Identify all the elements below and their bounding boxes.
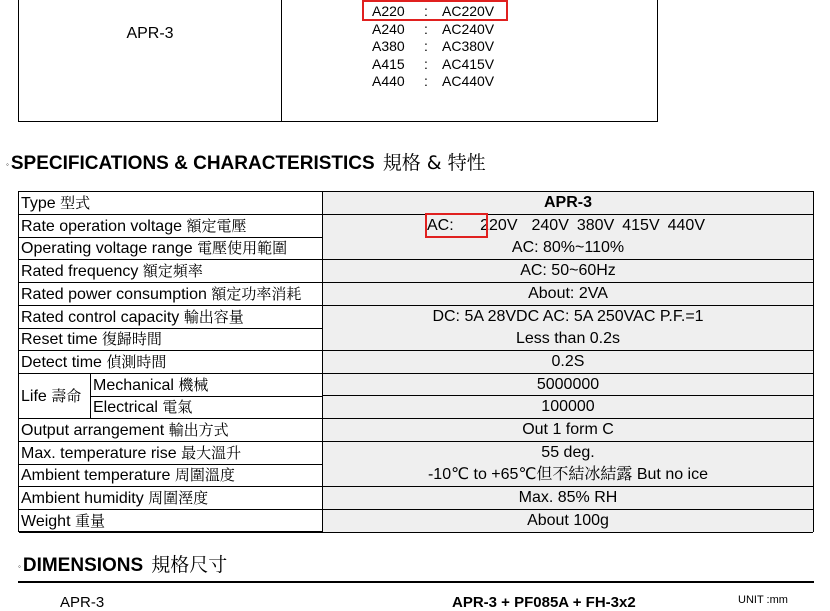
row-label: Rated power consumption 額定功率消耗	[19, 283, 323, 305]
spec-heading-en: SPECIFICATIONS & CHARACTERISTICS	[10, 153, 375, 174]
spec-heading	[6, 148, 486, 175]
row-label: Ambient temperature 周圍溫度	[19, 464, 323, 486]
row-label: Max. temperature rise 最大溫升	[19, 442, 323, 464]
dim-label-left: APR-3	[60, 594, 105, 611]
row-value: 0.2S	[323, 351, 813, 373]
table-row-spec	[19, 487, 813, 510]
voltage-value: AC240V	[442, 20, 495, 37]
voltage-value: AC380V	[442, 38, 495, 55]
table-row-spec	[19, 510, 813, 533]
row-value: 55 deg.	[323, 442, 813, 464]
separator: :	[424, 38, 428, 55]
bullet-icon: ◦	[6, 160, 9, 170]
model-code: A440	[372, 73, 405, 90]
row-value: AC: 80%~110%	[323, 237, 813, 259]
life-mechanical-value: 5000000	[323, 374, 813, 397]
life-electrical-label: Electrical 電氣	[91, 396, 323, 419]
dimensions-heading	[18, 550, 227, 577]
dimensions-divider	[18, 581, 814, 583]
life-mechanical-label: Mechanical 機械	[91, 374, 323, 397]
spec-table	[18, 191, 814, 532]
model-cell	[19, 0, 282, 121]
dimensions-heading-en: DIMENSIONS	[22, 555, 144, 576]
highlight-box-a220	[362, 0, 508, 21]
voltage-option: 440V	[667, 216, 705, 234]
voltage-value: AC440V	[442, 73, 495, 90]
highlight-box-220v	[425, 213, 488, 238]
row-label: Rate operation voltage 額定電壓	[19, 215, 323, 237]
model-code: A240	[372, 20, 405, 37]
row-value: -10℃ to +65℃但不結冰結露 But no ice	[323, 464, 813, 486]
model-code-table	[18, 0, 658, 122]
row-value: DC: 5A 28VDC AC: 5A 250VAC P.F.=1	[323, 306, 813, 328]
table-row-spec	[19, 260, 813, 283]
table-row-spec	[19, 283, 813, 306]
table-row-spec	[19, 237, 813, 260]
voltage-option: 220V	[480, 216, 518, 234]
voltage-option: 240V	[531, 216, 569, 234]
life-label: Life 壽命	[19, 374, 91, 419]
separator: :	[424, 73, 428, 90]
row-value: AC: 50~60Hz	[323, 260, 813, 282]
row-label: Type 型式	[19, 192, 323, 214]
separator: :	[424, 3, 428, 19]
model-name: APR-3	[126, 25, 174, 42]
table-row-spec	[19, 351, 813, 374]
dim-label-middle: APR-3 + PF085A + FH-3x2	[452, 594, 636, 611]
row-label: Ambient humidity 周圍溼度	[19, 487, 323, 509]
separator: :	[424, 20, 428, 37]
table-row-spec	[19, 442, 813, 465]
table-row-spec	[19, 328, 813, 351]
row-label: Operating voltage range 電壓使用範圍	[19, 237, 323, 259]
dim-unit: UNIT :mm	[738, 594, 788, 606]
voltage-option: 415V	[622, 216, 660, 234]
row-label: Weight 重量	[19, 510, 323, 532]
voltage-values	[323, 215, 813, 237]
row-value: About: 2VA	[323, 283, 813, 305]
row-label: Rated control capacity 輸出容量	[19, 306, 323, 328]
separator: :	[424, 55, 428, 72]
voltage-value: AC415V	[442, 55, 495, 72]
voltage-value: AC220V	[442, 3, 495, 19]
dimensions-heading-cn: 規格尺寸	[151, 554, 228, 576]
life-electrical-value: 100000	[323, 396, 813, 419]
row-label: Rated frequency 額定頻率	[19, 260, 323, 282]
table-row-spec	[19, 464, 813, 487]
table-row-voltage	[19, 215, 813, 238]
row-label: Reset time 復歸時間	[19, 328, 323, 350]
model-header: APR-3	[323, 192, 813, 214]
model-code: A415	[372, 55, 405, 72]
row-label: Detect time 偵測時間	[19, 351, 323, 373]
voltage-option: 380V	[576, 216, 615, 234]
model-code: A220	[372, 3, 405, 19]
table-row-spec	[19, 419, 813, 442]
table-row-spec	[19, 306, 813, 329]
row-value: Out 1 form C	[323, 419, 813, 441]
voltage-prefix: AC:	[427, 216, 454, 234]
bullet-icon: ◦	[18, 562, 21, 572]
table-row-type	[19, 192, 813, 215]
row-label: Output arrangement 輸出方式	[19, 419, 323, 441]
spec-heading-cn: 規格 & 特性	[382, 152, 486, 174]
row-value: About 100g	[323, 510, 813, 532]
row-value: Less than 0.2s	[323, 328, 813, 350]
row-value: Max. 85% RH	[323, 487, 813, 509]
model-code: A380	[372, 38, 405, 55]
